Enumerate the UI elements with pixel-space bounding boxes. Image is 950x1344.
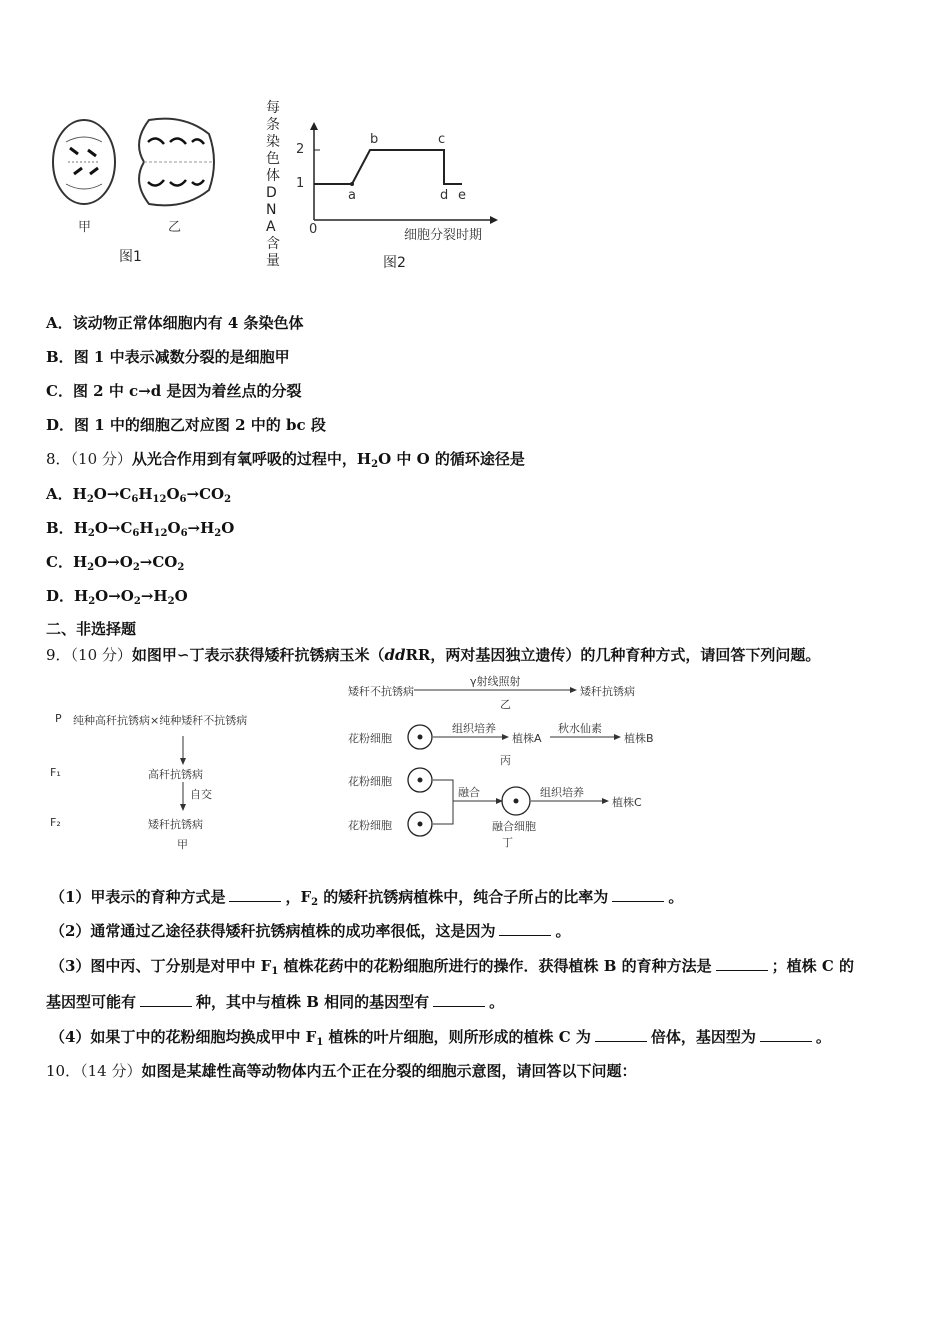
- jia-p-label: P: [55, 712, 62, 725]
- answer-blank[interactable]: [760, 1029, 812, 1042]
- cell-jia-label: 甲: [78, 220, 92, 235]
- jia-f2-label: F₂: [50, 816, 61, 829]
- x-axis-arrow: [490, 216, 498, 224]
- q8-stem: 8．（10 分）从光合作用到有氧呼吸的过程中，$H_2O$ 中 O 的循环途径是: [46, 450, 525, 470]
- ytick-label-1: 1: [296, 176, 305, 191]
- q7-option-b: B．图 1 中表示减数分裂的是细胞甲: [46, 348, 290, 366]
- q8-formula: $H_2O$: [356, 450, 392, 470]
- origin-label: 0: [309, 222, 318, 237]
- answer-blank[interactable]: [716, 958, 768, 971]
- answer-blank[interactable]: [433, 994, 485, 1007]
- q7-option-d: D．图 1 中的细胞乙对应图 2 中的 bc 段: [46, 416, 326, 434]
- yi-arrow-label: γ射线照射: [470, 675, 521, 688]
- ding-arrow: 组织培养: [540, 786, 584, 799]
- point-e-label: e: [458, 188, 466, 203]
- point-c-label: c: [438, 132, 446, 147]
- bing-from: 花粉细胞: [348, 732, 392, 745]
- cell-yi-label: 乙: [168, 220, 182, 235]
- figure2-ylabel: 每条染色体DNA含量: [266, 100, 280, 269]
- ding-fused: 融合细胞: [492, 820, 536, 833]
- answer-blank[interactable]: [612, 889, 664, 902]
- point-b-label: b: [370, 132, 379, 147]
- bing-arrow2: 秋水仙素: [558, 722, 602, 735]
- point-a-mark: [350, 182, 354, 186]
- answer-blank[interactable]: [595, 1029, 647, 1042]
- ding-cell1: 花粉细胞: [348, 775, 392, 788]
- q7-option-a: A．该动物正常体细胞内有 4 条染色体: [46, 314, 304, 332]
- point-d-label: d: [440, 188, 449, 203]
- jia-f1-text: 高秆抗锈病: [148, 768, 203, 781]
- answer-blank[interactable]: [229, 889, 281, 902]
- q7-option-c: C．图 2 中 c→d 是因为着丝点的分裂: [46, 382, 302, 400]
- figure2-caption: 图2: [383, 255, 406, 271]
- q9-subq3-line1: （3）图中丙、丁分别是对甲中 $F_1$ 植株花药中的花粉细胞所进行的操作．获得植株 B 的育种方法是 ；植株 C 的: [50, 957, 855, 977]
- q8-option-a: A．$H_2O\to C_6H_{12}O_6\to CO_2$: [46, 485, 232, 505]
- q8-option-b: B．$H_2O\to C_6H_{12}O_6\to H_2O$: [46, 519, 235, 539]
- q8-option-d: D．$H_2O\to O_2\to H_2O$: [46, 587, 188, 607]
- q9-subq1: （1）甲表示的育种方式是 ，$F_2$ 的矮秆抗锈病植株中，纯合子所占的比率为 。: [50, 888, 684, 908]
- ytick-label-2: 2: [296, 142, 305, 157]
- bing-name: 丙: [500, 754, 511, 767]
- dna-curve: [314, 150, 462, 184]
- jia-f2-text: 矮秆抗锈病: [148, 818, 203, 831]
- figure2-xlabel: 细胞分裂时期: [404, 228, 483, 243]
- yi-to: 矮秆抗锈病: [580, 685, 635, 698]
- jia-f1-label: F₁: [50, 766, 61, 779]
- bing-arrow1: 组织培养: [452, 722, 496, 735]
- yi-name: 乙: [500, 698, 511, 711]
- ding-fuse: 融合: [458, 786, 480, 799]
- cell-jia: [53, 120, 115, 204]
- q8-option-c: C．$H_2O\to O_2\to CO_2$: [46, 553, 185, 573]
- point-a-label: a: [348, 188, 356, 203]
- ding-cell2: 花粉细胞: [348, 819, 392, 832]
- y-axis-arrow: [310, 122, 318, 130]
- figure1-caption: 图1: [119, 249, 142, 265]
- jia-selfing: 自交: [190, 788, 212, 801]
- figure2: [262, 94, 512, 274]
- section-2-heading: 二、非选择题: [46, 620, 137, 638]
- q9-subq3-line2: 基因型可能有 种，其中与植株 B 相同的基因型有 。: [46, 993, 505, 1011]
- ding-to: 植株C: [612, 796, 642, 809]
- answer-blank[interactable]: [499, 923, 551, 936]
- q9-subq2: （2）通常通过乙途径获得矮秆抗锈病植株的成功率很低，这是因为 。: [50, 922, 571, 940]
- ding-name: 丁: [502, 836, 513, 849]
- yi-from: 矮秆不抗锈病: [348, 685, 414, 698]
- bing-to: 植株B: [624, 732, 654, 745]
- answer-blank[interactable]: [140, 994, 192, 1007]
- bing-mid: 植株A: [512, 732, 542, 745]
- breeding-diagram: [40, 670, 740, 860]
- q9-subq4: （4）如果丁中的花粉细胞均换成甲中 $F_1$ 植株的叶片细胞，则所形成的植株 C 为 倍体，基因型为 。: [50, 1028, 831, 1048]
- jia-p-text: 纯种高秆抗锈病×纯种矮秆不抗锈病: [73, 714, 248, 727]
- q9-stem: 9．（10 分）如图甲∽丁表示获得矮秆抗锈病玉米（ddRR，两对基因独立遗传）的几种育种方式，请回答下列问题。: [46, 646, 821, 664]
- q10-stem: 10．（14 分）如图是某雄性高等动物体内五个正在分裂的细胞示意图，请回答以下问题：: [46, 1062, 637, 1080]
- jia-name: 甲: [177, 838, 188, 851]
- cell-yi: [139, 119, 214, 206]
